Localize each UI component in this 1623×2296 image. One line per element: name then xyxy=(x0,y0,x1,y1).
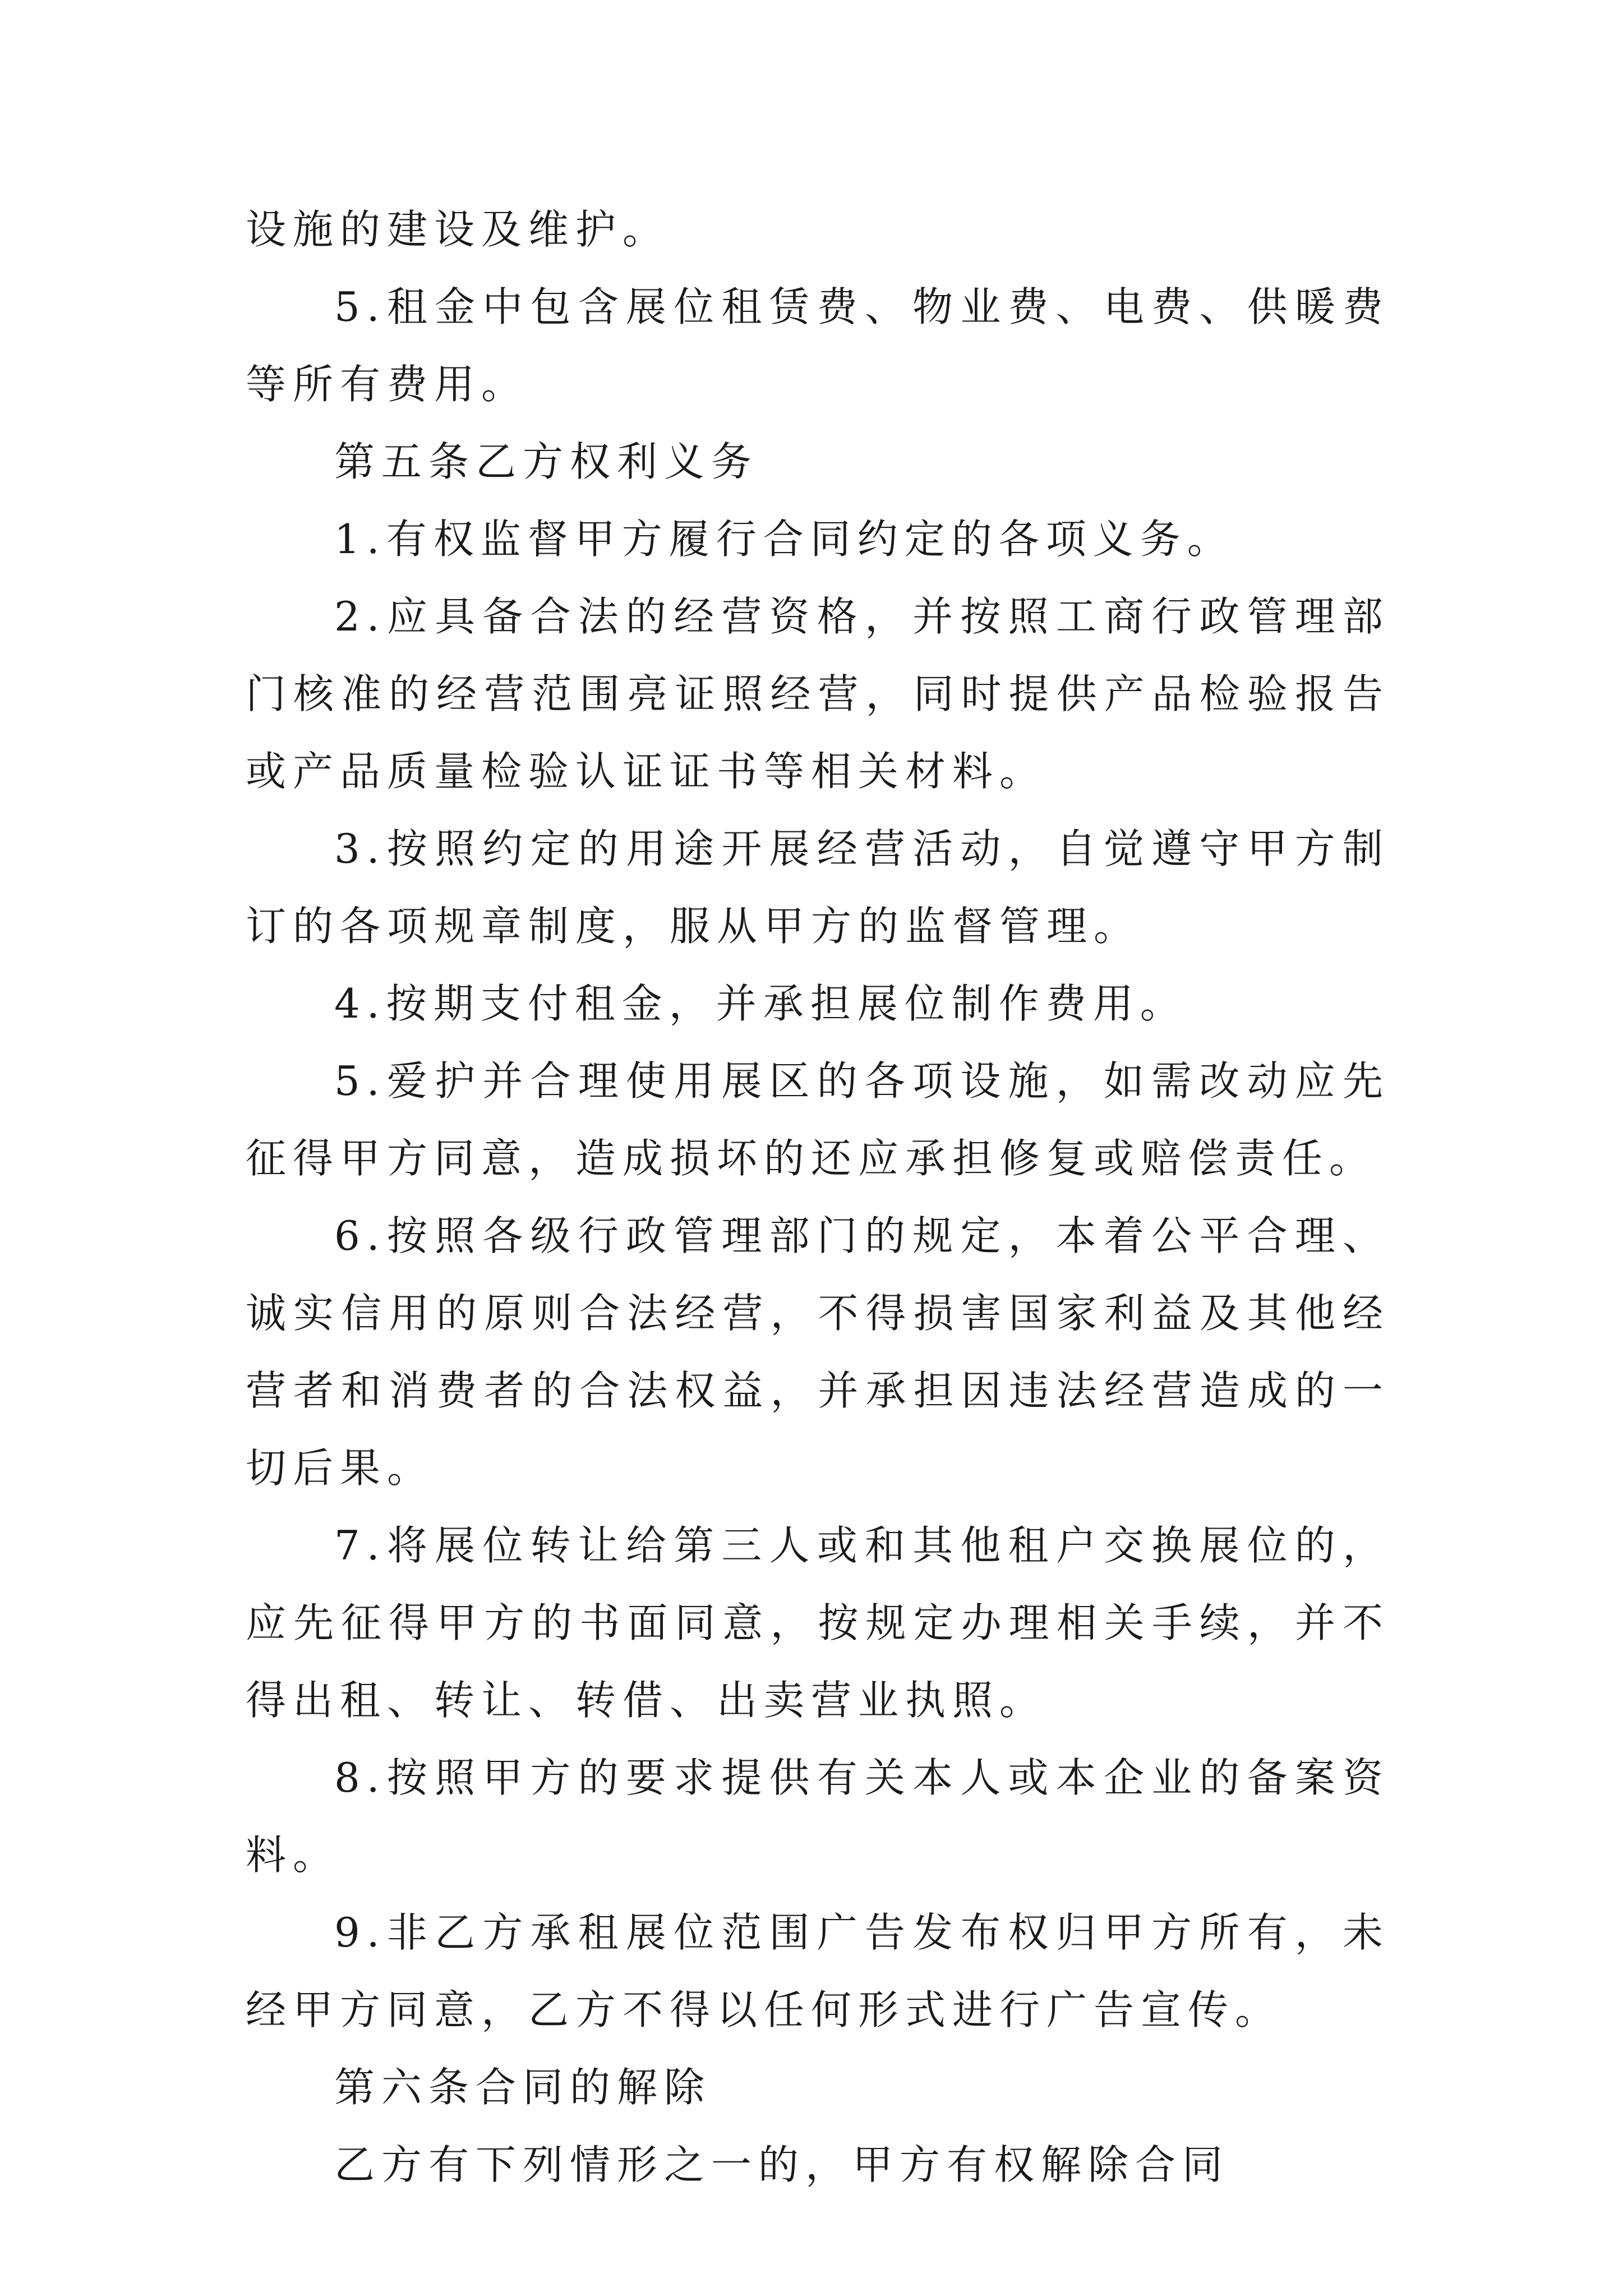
article-6-intro: 乙方有下列情形之一的，甲方有权解除合同 xyxy=(334,2141,1230,2188)
article-5-item-9: 9.非乙方承租展位范围广告发布权归甲方所有，未经甲方同意，乙方不得以任何形式进行广告宣传。 xyxy=(246,1909,1390,2033)
article-5-item-4: 4.按期支付租金，并承担展位制作费用。 xyxy=(334,980,1187,1027)
article-5-item-5: 5.爱护并合理使用展区的各项设施，如需改动应先征得甲方同意，造成损坏的还应承担修复或赔偿责任。 xyxy=(246,1057,1390,1182)
article-5-item-2: 2.应具备合法的经营资格，并按照工商行政管理部门核准的经营范围亮证照经营，同时提供产品检验报告或产品质量检验认证证书等相关材料。 xyxy=(246,593,1390,795)
article-5-heading: 第五条乙方权利义务 xyxy=(334,438,759,485)
clause-4-item-5: 5.租金中包含展位租赁费、物业费、电费、供暖费等所有费用。 xyxy=(246,283,1390,408)
paragraph-continuation: 设施的建设及维护。 xyxy=(246,206,670,253)
article-5-item-1: 1.有权监督甲方履行合同约定的各项义务。 xyxy=(334,516,1234,563)
article-5-item-6: 6.按照各级行政管理部门的规定，本着公平合理、诚实信用的原则合法经营，不得损害国家利益及其他经营者和消费者的合法权益，并承担因违法经营造成的一切后果。 xyxy=(246,1212,1390,1492)
article-5-item-8: 8.按照甲方的要求提供有关本人或本企业的备案资料。 xyxy=(246,1754,1390,1879)
document-body xyxy=(246,191,1390,2203)
article-5-item-7: 7.将展位转让给第三人或和其他租户交换展位的，应先征得甲方的书面同意，按规定办理相关手续，并不得出租、转让、转借、出卖营业执照。 xyxy=(246,1522,1390,1724)
article-6-heading: 第六条合同的解除 xyxy=(334,2064,712,2111)
article-5-item-3: 3.按照约定的用途开展经营活动，自觉遵守甲方制订的各项规章制度，服从甲方的监督管理。 xyxy=(246,825,1390,950)
